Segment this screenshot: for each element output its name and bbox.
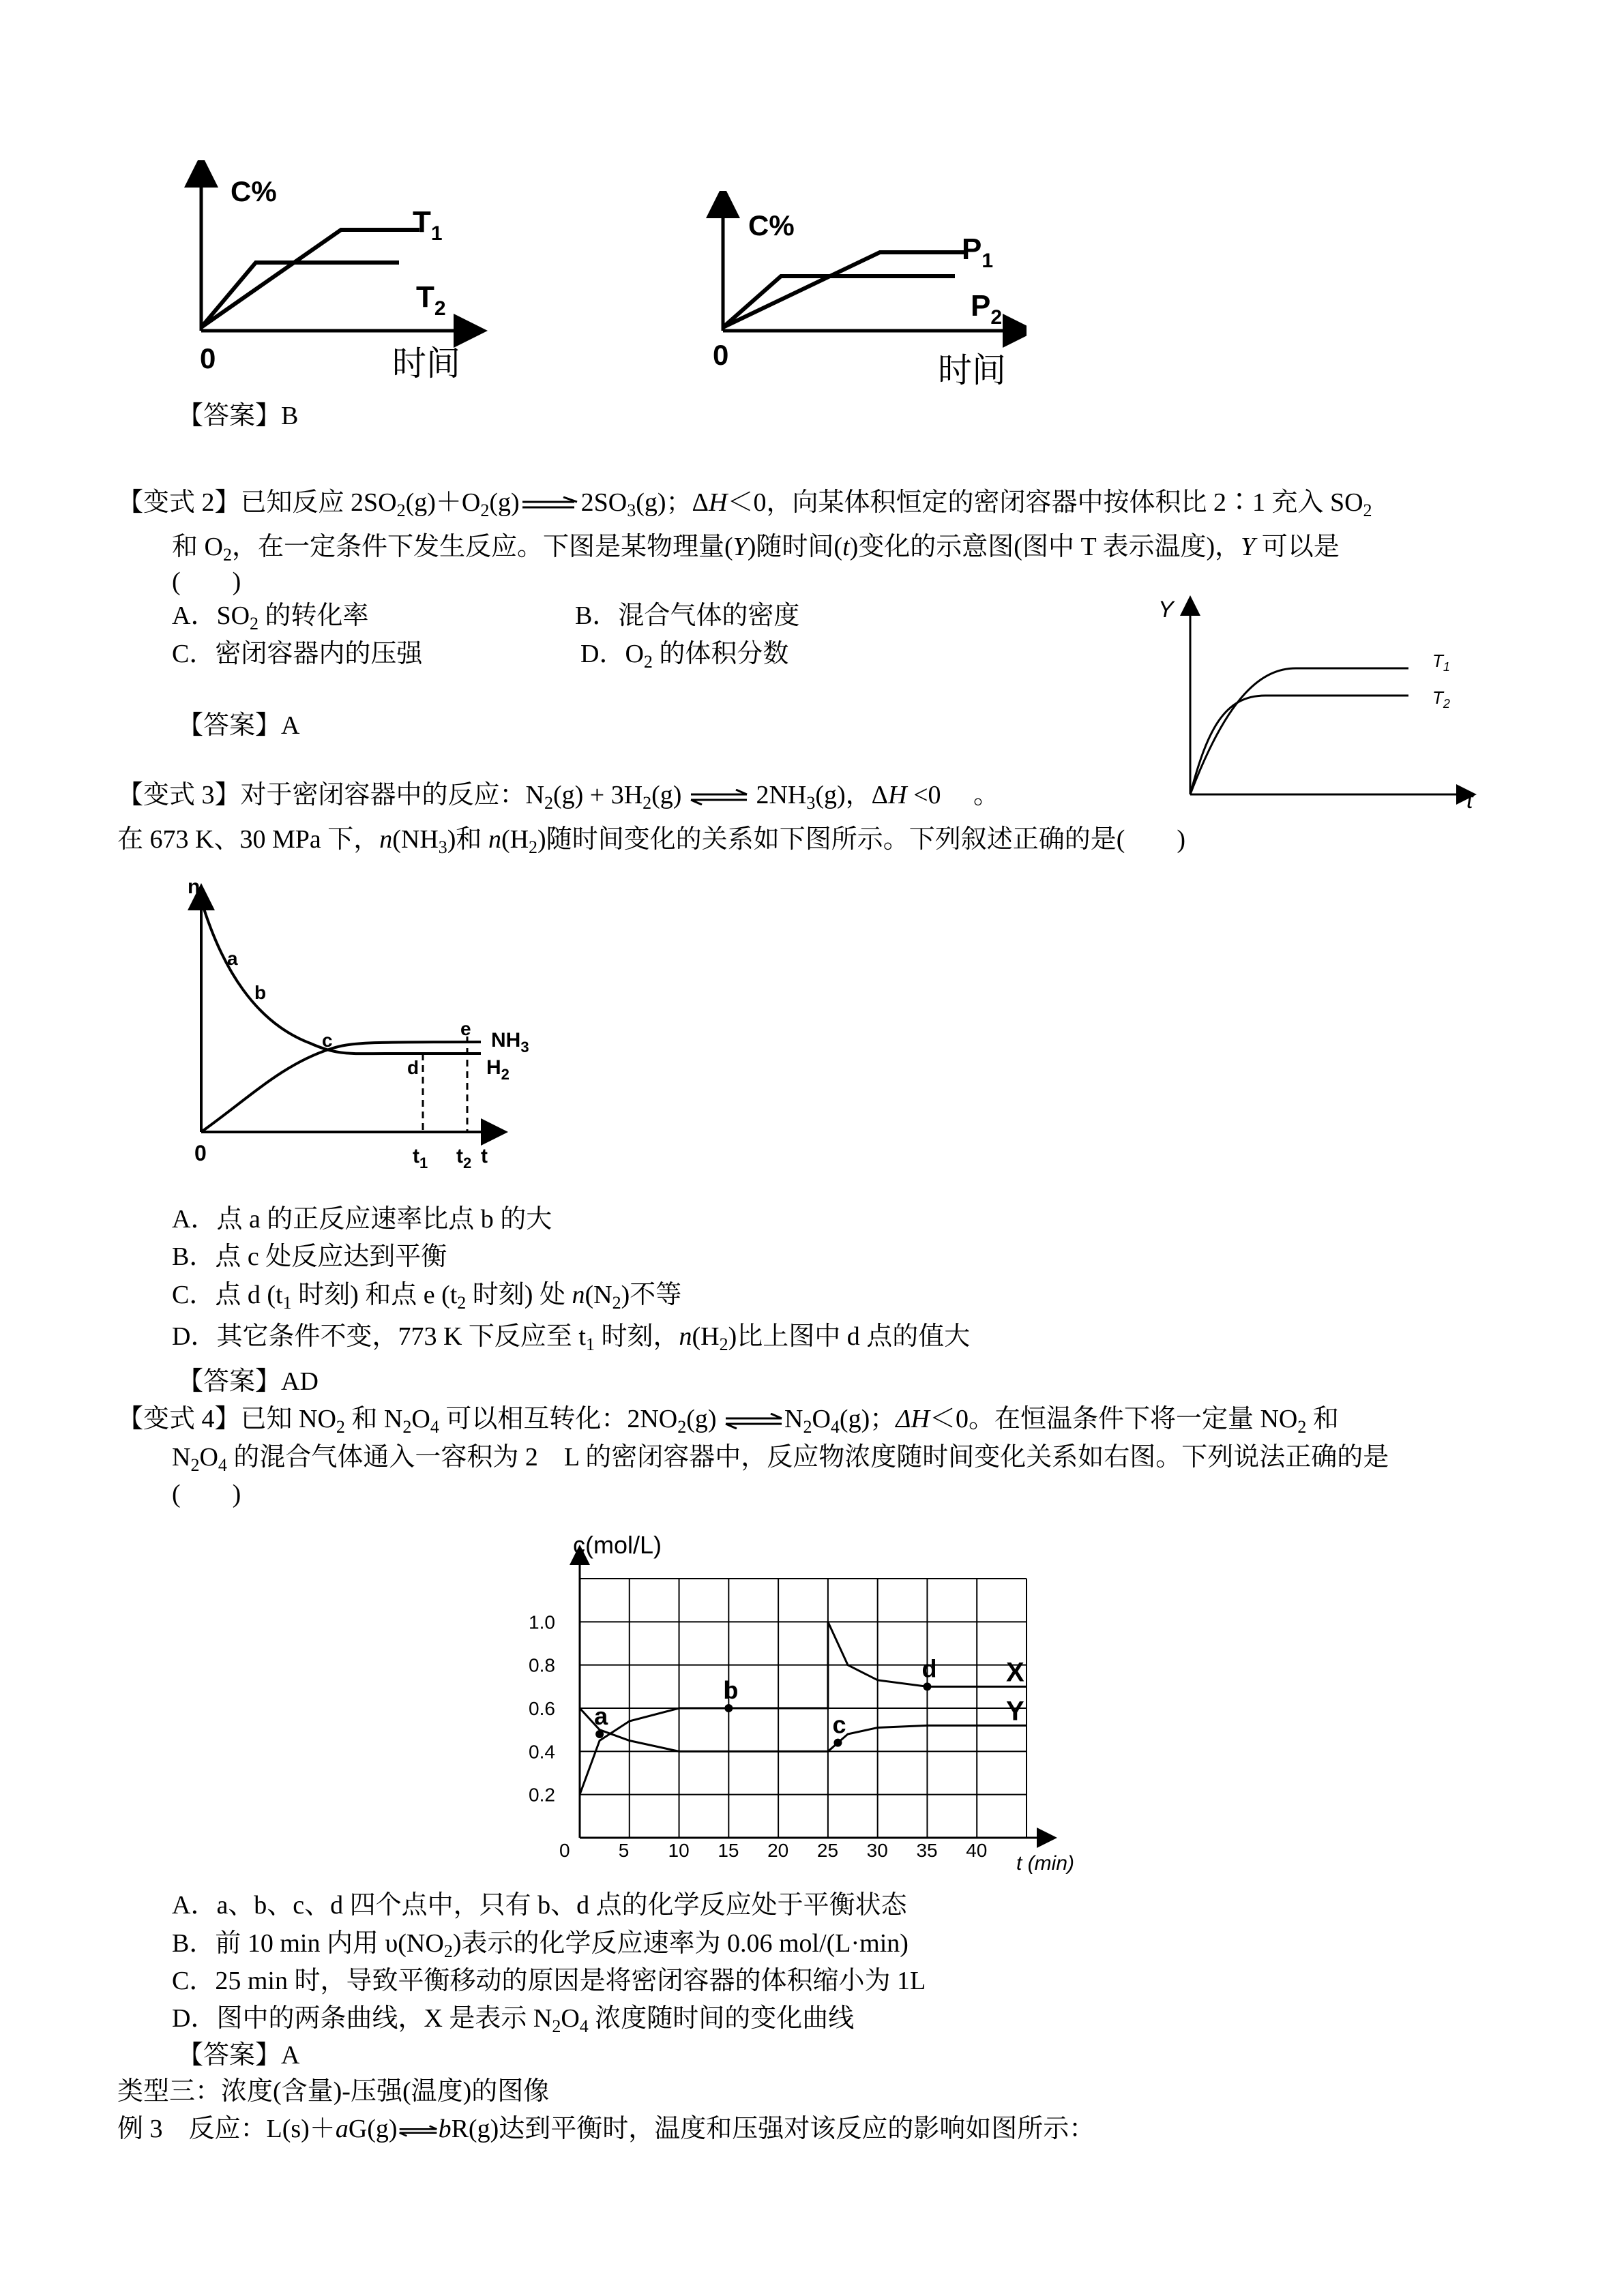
q2-answer: 【答案】A bbox=[177, 711, 300, 740]
fig1-right-graph bbox=[706, 191, 1027, 402]
q4-line2: $N_2O_4$ 的混合气体通入一容积为 2 L 的密闭容器中，反应物浓度随时间变化关系如右图。下列说法正确的是 bbox=[172, 1443, 1389, 1475]
q4-option-c: C．25 min 时，导致平衡移动的原因是将密闭容器的体积缩小为 1L bbox=[172, 1967, 926, 1995]
q3-line2: 在 673 K、30 MPa 下，$n(NH_3)$和 $n(H_2)$随时间变化的关系如下图所示。下列叙述正确的是( ) bbox=[117, 825, 1186, 857]
point-label-a: a bbox=[594, 1702, 608, 1730]
x-tick-label: 10 bbox=[668, 1840, 690, 1861]
curve-t2 bbox=[1190, 696, 1408, 794]
x-label: t bbox=[1466, 788, 1473, 814]
point-d bbox=[923, 1682, 931, 1690]
q3-option-b: B．点 c 处反应达到平衡 bbox=[172, 1242, 447, 1271]
q2-line1: 【变式 2】已知反应 $2SO_2(g)+O_2(g)$ $2SO_3(g)$；ΔH＜0，向某体积恒定的密闭容器中按体积比 2∶1 充入 $SO_2$ bbox=[117, 488, 1372, 520]
x-tick-label: 40 bbox=[966, 1840, 988, 1861]
q3-option-a: A．点 a 的正反应速率比点 b 的大 bbox=[172, 1205, 552, 1234]
q2-line2: 和 $O_2$，在一定条件下发生反应。下图是某物理量(Y)随时间(t)变化的示意图(图中 T 表示温度)，Y 可以是 bbox=[172, 533, 1340, 565]
series-line-y bbox=[580, 1708, 1027, 1751]
point-b bbox=[724, 1704, 733, 1712]
chart-x-label: t (min) bbox=[1016, 1852, 1074, 1875]
point-d: d bbox=[407, 1057, 419, 1078]
label-t2: $T_2$ bbox=[416, 280, 446, 320]
x-tick-label: 25 bbox=[816, 1840, 839, 1861]
point-a bbox=[595, 1730, 604, 1738]
y-label: C% bbox=[748, 209, 795, 241]
q3-option-d: D．其它条件不变，773 K 下反应至 $t_1$ 时刻，$n(H_2)$比上图中 d 点的值大 bbox=[172, 1322, 971, 1354]
y-label: Y bbox=[1158, 597, 1174, 623]
equilibrium-arrow bbox=[688, 789, 750, 805]
point-c: c bbox=[322, 1030, 333, 1051]
example-3: 例 3 反应：L(s)＋aG(g) bR(g)达到平衡时，温度和压强对该反应的影响如图所示： bbox=[117, 2115, 1095, 2143]
q4-line1: 【变式 4】已知 $NO_2$ 和 $N_2O_4$ 可以相互转化：$2NO_2(g)$ $N_2O_4(g)$；ΔH＜0。在恒温条件下将一定量 $NO_2$ 和 bbox=[117, 1405, 1339, 1437]
y-tick-label: 0.2 bbox=[529, 1784, 555, 1806]
series-label-y: Y bbox=[1006, 1696, 1024, 1727]
section-type3: 类型三：浓度(含量)-压强(温度)的图像 bbox=[117, 2077, 550, 2106]
chart-grid bbox=[580, 1555, 1047, 1838]
y-tick-label: 1.0 bbox=[529, 1611, 555, 1633]
y-label: n bbox=[188, 880, 201, 898]
answer-1: 【答案】B bbox=[177, 402, 299, 430]
point-label-d: d bbox=[921, 1654, 937, 1683]
x-tick-label: 0 bbox=[559, 1840, 570, 1861]
x-tick-label: 15 bbox=[718, 1840, 739, 1861]
curve-nh3 bbox=[201, 1042, 481, 1132]
y-tick-label: 0.4 bbox=[529, 1741, 555, 1763]
curve-p2 bbox=[723, 276, 955, 327]
chart-y-label: c(mol/L) bbox=[573, 1531, 662, 1559]
chart-points bbox=[594, 1654, 936, 1746]
series-label-x: X bbox=[1006, 1657, 1024, 1688]
fig1-left-graph bbox=[184, 160, 491, 392]
origin-label: 0 bbox=[200, 342, 216, 374]
q2-paren: ( ) bbox=[172, 567, 241, 596]
point-e: e bbox=[460, 1018, 471, 1039]
q2-option-c: C．密闭容器内的压强 bbox=[172, 640, 423, 668]
x-label: t bbox=[481, 1145, 488, 1167]
q3-option-c: C．点 d ($t_1$ 时刻) 和点 e ($t_2$ 时刻) 处 $n(N_2)$不等 bbox=[172, 1281, 682, 1313]
q2-graph bbox=[1146, 593, 1487, 818]
point-label-c: c bbox=[832, 1710, 846, 1739]
x-tick-label: 20 bbox=[767, 1840, 789, 1861]
curve-t1 bbox=[201, 230, 419, 327]
point-b: b bbox=[254, 982, 267, 1003]
x-tick-label: 30 bbox=[866, 1840, 888, 1861]
point-label-b: b bbox=[723, 1676, 739, 1704]
curve-h2 bbox=[201, 900, 481, 1054]
x-tick-label: 35 bbox=[916, 1840, 938, 1861]
q2-option-a: A．$SO_2$ 的转化率 bbox=[172, 601, 369, 633]
q4-answer: 【答案】A bbox=[177, 2041, 300, 2070]
y-tick-label: 0.8 bbox=[529, 1654, 555, 1676]
q4-paren: ( ) bbox=[172, 1480, 241, 1508]
origin-label: 0 bbox=[194, 1141, 207, 1165]
curve-p1 bbox=[723, 252, 965, 327]
equilibrium-arrow bbox=[520, 496, 581, 513]
x-tick-label: 5 bbox=[618, 1840, 630, 1861]
x-label: 时间 bbox=[392, 344, 460, 383]
label-h2: $H_2$ bbox=[486, 1056, 510, 1083]
label-t1: $t_1$ bbox=[413, 1145, 428, 1172]
label-t1: $T_1$ bbox=[1432, 651, 1450, 674]
x-label: 时间 bbox=[938, 351, 1006, 389]
concentration-time-chart bbox=[508, 1521, 1102, 1882]
y-label: C% bbox=[231, 175, 277, 207]
label-t2: $t_2$ bbox=[456, 1145, 472, 1172]
equilibrium-arrow bbox=[398, 2123, 439, 2139]
q3-line1: 【变式 3】对于密闭容器中的反应：$N_2(g) + 3H_2(g)$ $2NH_3(g)$，ΔH <0 。 bbox=[117, 781, 999, 813]
q2-option-d: D．$O_2$ 的体积分数 bbox=[580, 640, 789, 672]
q4-option-d: D．图中的两条曲线，X 是表示 $N_2O_4$ 浓度随时间的变化曲线 bbox=[172, 2004, 855, 2036]
q3-answer: 【答案】AD bbox=[177, 1367, 319, 1396]
label-nh3: $NH_3$ bbox=[491, 1029, 529, 1056]
q4-option-a: A．a、b、c、d 四个点中，只有 b、d 点的化学反应处于平衡状态 bbox=[172, 1891, 907, 1920]
y-tick-label: 0.6 bbox=[529, 1698, 555, 1719]
label-t2: $T_2$ bbox=[1432, 687, 1450, 711]
point-a: a bbox=[227, 948, 238, 969]
label-p2: $P_2$ bbox=[971, 289, 1003, 329]
label-p1: $P_1$ bbox=[962, 233, 994, 272]
q2-option-b: B．混合气体的密度 bbox=[575, 601, 800, 630]
curve-t1 bbox=[1190, 668, 1408, 794]
equilibrium-arrow bbox=[723, 1413, 784, 1429]
origin-label: 0 bbox=[713, 339, 729, 371]
q4-option-b: B．前 10 min 内用 $\upsilon(NO_2)$表示的化学反应速率为 0.06 mol/(L·min) bbox=[172, 1929, 909, 1961]
curve-t2 bbox=[201, 263, 399, 327]
q3-graph bbox=[181, 880, 563, 1180]
label-t1: $T_1$ bbox=[413, 205, 443, 245]
point-c bbox=[833, 1739, 842, 1747]
